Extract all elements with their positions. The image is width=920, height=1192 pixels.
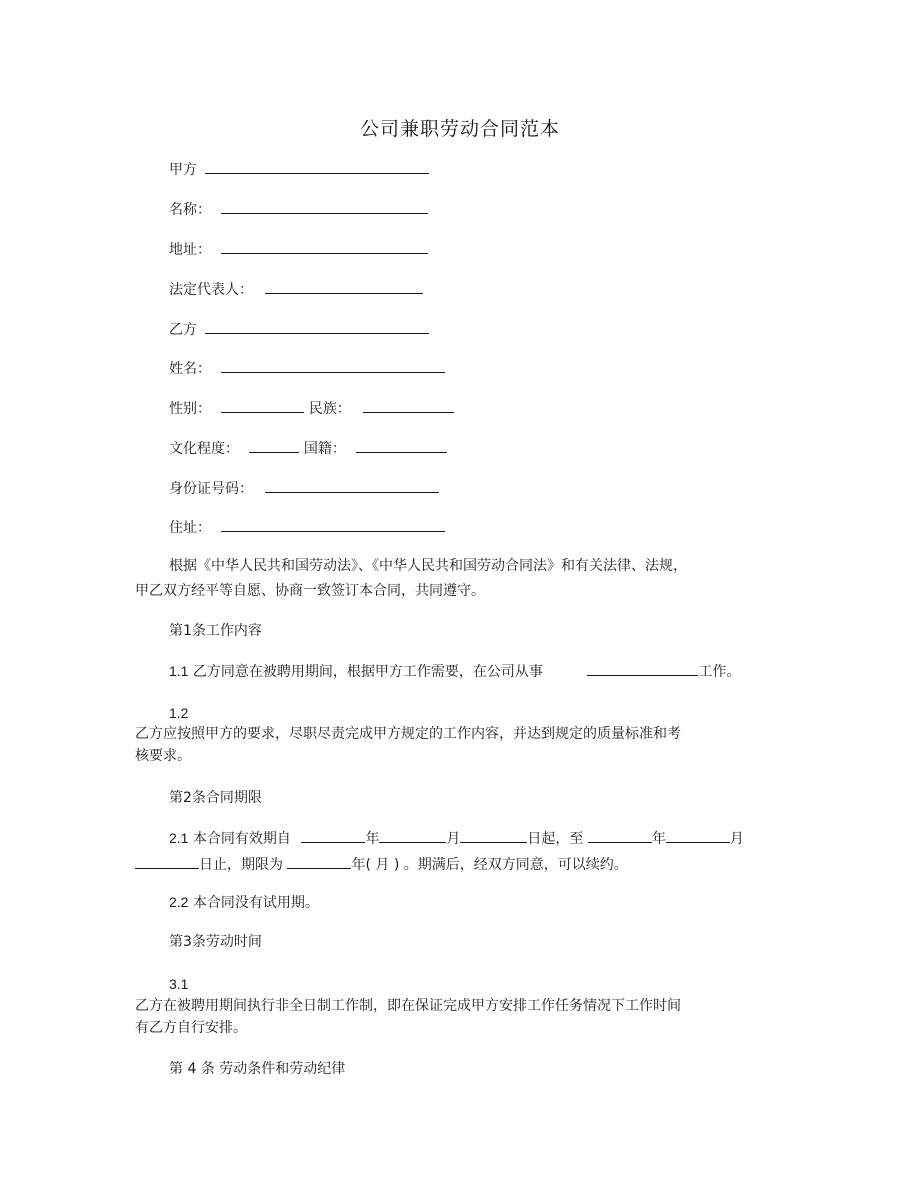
residence-row [169, 516, 445, 538]
end-day-blank[interactable] [135, 853, 199, 869]
party-a-row [169, 158, 429, 180]
article-1-heading: 第1条工作内容 [169, 623, 262, 639]
id-number-blank[interactable] [265, 477, 439, 493]
legal-rep-label: 法定代表人： [169, 282, 253, 298]
clause-3-1-number: 3.1 [169, 976, 189, 992]
clause-1-1-number: 1.1 [169, 663, 189, 679]
end-year-blank[interactable] [588, 827, 652, 843]
start-year-label: 年 [365, 831, 380, 847]
document-title: 公司兼职劳动合同范本 [359, 118, 560, 140]
education-blank[interactable] [249, 437, 299, 453]
party-a-address-row [169, 238, 428, 260]
party-a-address-label: 地址： [169, 242, 211, 258]
article-2-heading: 第2条合同期限 [169, 790, 262, 806]
preamble-line-2: 甲乙双方经平等自愿、协商一致签订本合同，共同遵守。 [135, 583, 485, 599]
clause-1-2-number: 1.2 [169, 705, 189, 721]
article-4-heading: 第 4 条 劳动条件和劳动纪律 [169, 1061, 346, 1077]
clause-2-2-text: 本合同没有试用期。 [192, 895, 319, 911]
party-a-blank[interactable] [205, 158, 429, 174]
residence-blank[interactable] [221, 516, 445, 532]
clause-2-2-number: 2.2 [169, 894, 189, 910]
education-nationality-row [169, 437, 447, 459]
id-number-label: 身份证号码： [169, 481, 253, 497]
ethnicity-blank[interactable] [363, 397, 454, 413]
party-b-row [169, 318, 429, 340]
end-month-blank[interactable] [666, 827, 730, 843]
clause-1-1 [169, 660, 740, 682]
clause-2-1-line-1 [169, 827, 744, 849]
party-a-name-row [169, 198, 428, 220]
start-day-label: 日起，至 [527, 831, 584, 847]
period-blank[interactable] [287, 853, 351, 869]
party-b-name-label: 姓名： [169, 361, 211, 377]
start-day-blank[interactable] [460, 827, 527, 843]
nationality-label: 国籍： [303, 441, 346, 457]
clause-1-1-text: 乙方同意在被聘用期间，根据甲方工作需要，在公司从事 [192, 664, 543, 680]
party-b-blank[interactable] [205, 318, 429, 334]
party-a-label: 甲方 [169, 162, 197, 178]
job-blank[interactable] [587, 660, 698, 676]
nationality-blank[interactable] [356, 437, 447, 453]
clause-1-1-suffix: 工作。 [698, 664, 741, 680]
party-a-name-blank[interactable] [221, 198, 428, 214]
gender-label: 性别： [169, 401, 211, 417]
preamble-line-1: 根据《中华人民共和国劳动法》、《中华人民共和国劳动合同法》和有关法律、法规， [169, 558, 687, 574]
residence-label: 住址： [169, 520, 211, 536]
end-day-label: 日止，期限为 [199, 857, 283, 873]
party-a-name-label: 名称： [169, 202, 211, 218]
ethnicity-label: 民族： [308, 401, 351, 417]
clause-2-1-number: 2.1 [169, 830, 189, 846]
clause-3-1-line-1: 乙方在被聘用期间执行非全日制工作制，即在保证完成甲方安排工作任务情况下工作时间 [135, 998, 681, 1014]
party-b-label: 乙方 [169, 322, 197, 338]
period-unit-text: 年( 月 ) 。期满后，经双方同意，可以续约。 [351, 857, 628, 873]
gender-blank[interactable] [221, 397, 304, 413]
clause-3-1-line-2: 有乙方自行安排。 [135, 1020, 247, 1036]
end-month-label: 月 [729, 831, 744, 847]
party-b-name-blank[interactable] [221, 357, 445, 373]
gender-ethnicity-row [169, 397, 454, 419]
party-b-name-row [169, 357, 445, 379]
legal-rep-row [169, 278, 423, 300]
end-year-label: 年 [651, 831, 666, 847]
start-year-blank[interactable] [301, 827, 365, 843]
education-label: 文化程度： [169, 441, 239, 457]
id-number-row [169, 477, 439, 499]
clause-1-2-line-2: 核要求。 [135, 748, 191, 764]
start-month-label: 月 [446, 831, 461, 847]
clause-2-1-line-2 [135, 853, 628, 875]
party-a-address-blank[interactable] [221, 238, 428, 254]
article-3-heading: 第3条劳动时间 [169, 934, 262, 950]
clause-2-2 [169, 892, 319, 913]
legal-rep-blank[interactable] [265, 278, 423, 294]
clause-2-1-text: 本合同有效期自 [192, 831, 291, 847]
start-month-blank[interactable] [379, 827, 446, 843]
clause-1-2-line-1: 乙方应按照甲方的要求，尽职尽责完成甲方规定的工作内容，并达到规定的质量标准和考 [135, 726, 681, 742]
